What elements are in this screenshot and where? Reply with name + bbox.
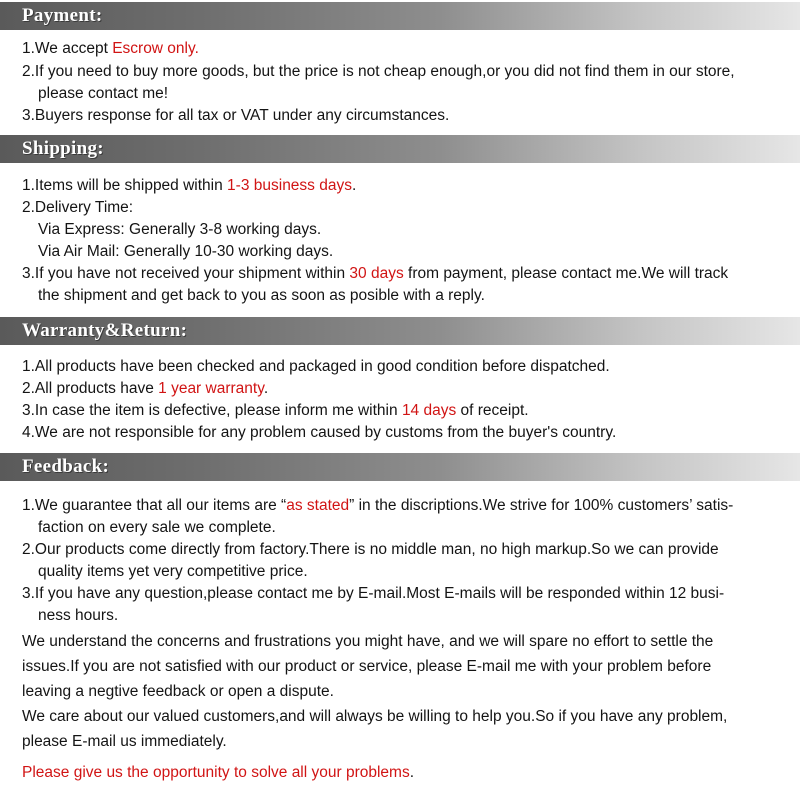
shipping-item-1: 1.Items will be shipped within 1-3 business days. [22, 177, 357, 194]
feedback-item-2-cont: quality items yet very competitive price. [38, 563, 308, 580]
warranty-item-1: 1.All products have been checked and packaged in good condition before dispatched. [22, 358, 610, 375]
section-title: Warranty&Return: [22, 320, 188, 341]
shipping-express: Via Express: Generally 3-8 working days. [38, 221, 322, 238]
feedback-item-2: 2.Our products come directly from factory.There is no middle man, no high markup.So we can provide [22, 541, 719, 558]
closing-statement: Please give us the opportunity to solve all your problems. [22, 764, 415, 781]
section-header-payment [0, 2, 800, 30]
feedback-paragraph-2: We care about our valued customers,and will always be willing to help you.So if you have any problem, [22, 708, 728, 725]
section-header-warranty [0, 317, 800, 345]
shipping-airmail: Via Air Mail: Generally 10-30 working days. [38, 243, 334, 260]
feedback-paragraph-2: please E-mail us immediately. [22, 733, 227, 750]
payment-item-2-cont: please contact me! [38, 85, 169, 102]
section-title: Shipping: [22, 138, 104, 159]
highlight: Please give us the opportunity to solve all your problems [22, 764, 410, 781]
warranty-item-4: 4.We are not responsible for any problem caused by customs from the buyer's country. [22, 424, 617, 441]
section-header-feedback [0, 453, 800, 481]
payment-item-1: 1.We accept Escrow only. [22, 40, 199, 57]
shipping-item-3: 3.If you have not received your shipment within 30 days from payment, please contact me.We will track [22, 265, 729, 282]
warranty-item-3: 3.In case the item is defective, please inform me within 14 days of receipt. [22, 402, 529, 419]
feedback-item-1: 1.We guarantee that all our items are “as stated” in the discriptions.We strive for 100% customers’ satis- [22, 497, 734, 514]
section-title: Feedback: [22, 456, 110, 477]
feedback-paragraph-1: leaving a negtive feedback or open a dispute. [22, 683, 334, 700]
highlight: 1 year warranty [158, 380, 264, 397]
shipping-item-3-cont: the shipment and get back to you as soon as posible with a reply. [38, 287, 485, 304]
feedback-item-3: 3.If you have any question,please contact me by E-mail.Most E-mails will be responded within 12 busi- [22, 585, 725, 602]
section-title: Payment: [22, 5, 103, 26]
warranty-item-2: 2.All products have 1 year warranty. [22, 380, 269, 397]
feedback-item-3-cont: ness hours. [38, 607, 119, 624]
highlight: as stated [286, 497, 350, 514]
highlight: 14 days [401, 402, 457, 419]
feedback-item-1-cont: faction on every sale we complete. [38, 519, 276, 536]
feedback-paragraph-1: issues.If you are not satisfied with our product or service, please E-mail me with your problem before [22, 658, 712, 675]
section-header-shipping [0, 135, 800, 163]
shipping-item-2: 2.Delivery Time: [22, 199, 134, 216]
highlight: 30 days [349, 265, 404, 282]
feedback-paragraph-1: We understand the concerns and frustrations you might have, and we will spare no effort to settle the [22, 633, 714, 650]
highlight: Escrow only. [112, 40, 199, 57]
payment-item-2: 2.If you need to buy more goods, but the price is not cheap enough,or you did not find them in our store, [22, 63, 735, 80]
highlight: 1-3 business days [227, 177, 352, 194]
payment-item-3: 3.Buyers response for all tax or VAT under any circumstances. [22, 107, 450, 124]
